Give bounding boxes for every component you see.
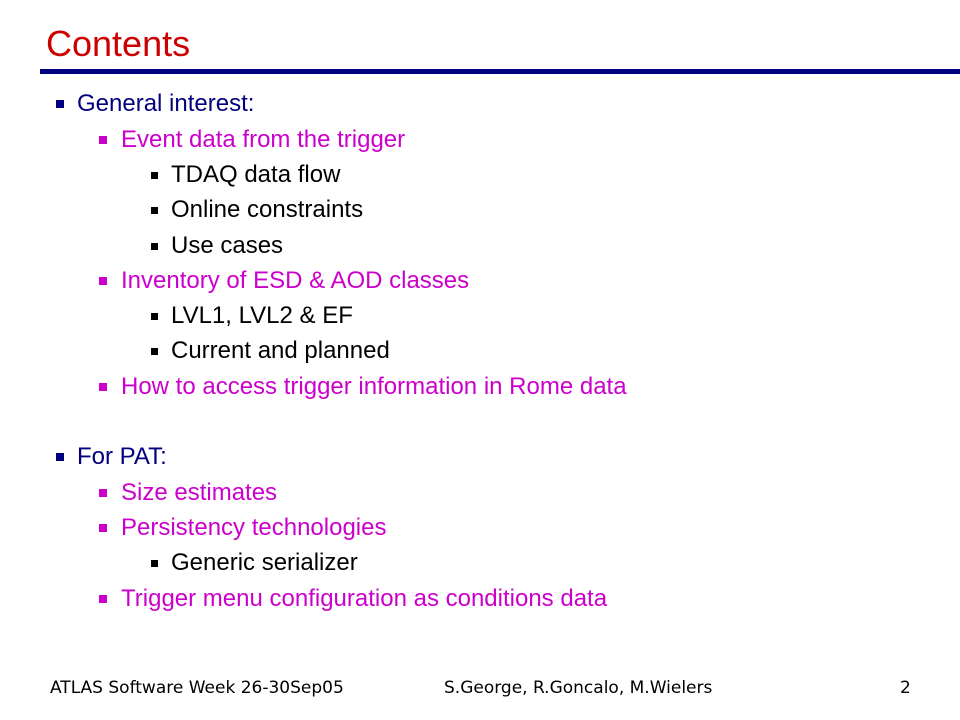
bullet-text: TDAQ data flow [171, 161, 341, 188]
square-bullet-icon [99, 524, 107, 532]
footer-event: ATLAS Software Week 26-30Sep05 [50, 678, 344, 698]
bullet-text: Online constraints [171, 196, 364, 223]
page-number: 2 [900, 678, 911, 698]
square-bullet-icon [151, 172, 158, 179]
bullet-item [151, 196, 363, 224]
bullet-item [99, 373, 627, 401]
bullet-item [151, 337, 390, 365]
bullet-text: Trigger menu configuration as conditions data [121, 585, 608, 612]
bullet-text: Event data from the trigger [121, 126, 406, 153]
square-bullet-icon [99, 136, 107, 144]
bullet-text: Inventory of ESD & AOD classes [121, 267, 470, 294]
square-bullet-icon [151, 348, 158, 355]
square-bullet-icon [99, 277, 107, 285]
bullet-item [56, 443, 167, 471]
bullet-item [99, 267, 469, 295]
bullet-item [151, 302, 353, 330]
square-bullet-icon [151, 560, 158, 567]
square-bullet-icon [99, 489, 107, 497]
square-bullet-icon [151, 207, 158, 214]
bullet-item [56, 90, 254, 118]
bullet-text: Size estimates [121, 479, 278, 506]
bullet-item [151, 549, 358, 577]
bullet-text: For PAT: [77, 443, 167, 470]
slide-title: Contents [46, 23, 191, 64]
bullet-text: General interest: [77, 90, 255, 117]
bullet-text: Generic serializer [171, 549, 358, 576]
square-bullet-icon [99, 595, 107, 603]
square-bullet-icon [56, 453, 64, 461]
bullet-text: Persistency technologies [121, 514, 387, 541]
bullet-item [99, 479, 277, 507]
square-bullet-icon [151, 243, 158, 250]
bullet-text: LVL1, LVL2 & EF [171, 302, 353, 329]
bullet-item [99, 514, 386, 542]
square-bullet-icon [99, 383, 107, 391]
bullet-text: How to access trigger information in Rome data [121, 373, 627, 400]
bullet-item [99, 585, 607, 613]
bullet-item [151, 232, 283, 260]
bullet-item [99, 126, 405, 154]
square-bullet-icon [56, 100, 64, 108]
bullet-item [151, 161, 340, 189]
footer-authors: S.George, R.Goncalo, M.Wielers [444, 678, 713, 698]
square-bullet-icon [151, 313, 158, 320]
bullet-text: Current and planned [171, 337, 390, 364]
bullet-text: Use cases [171, 232, 284, 259]
